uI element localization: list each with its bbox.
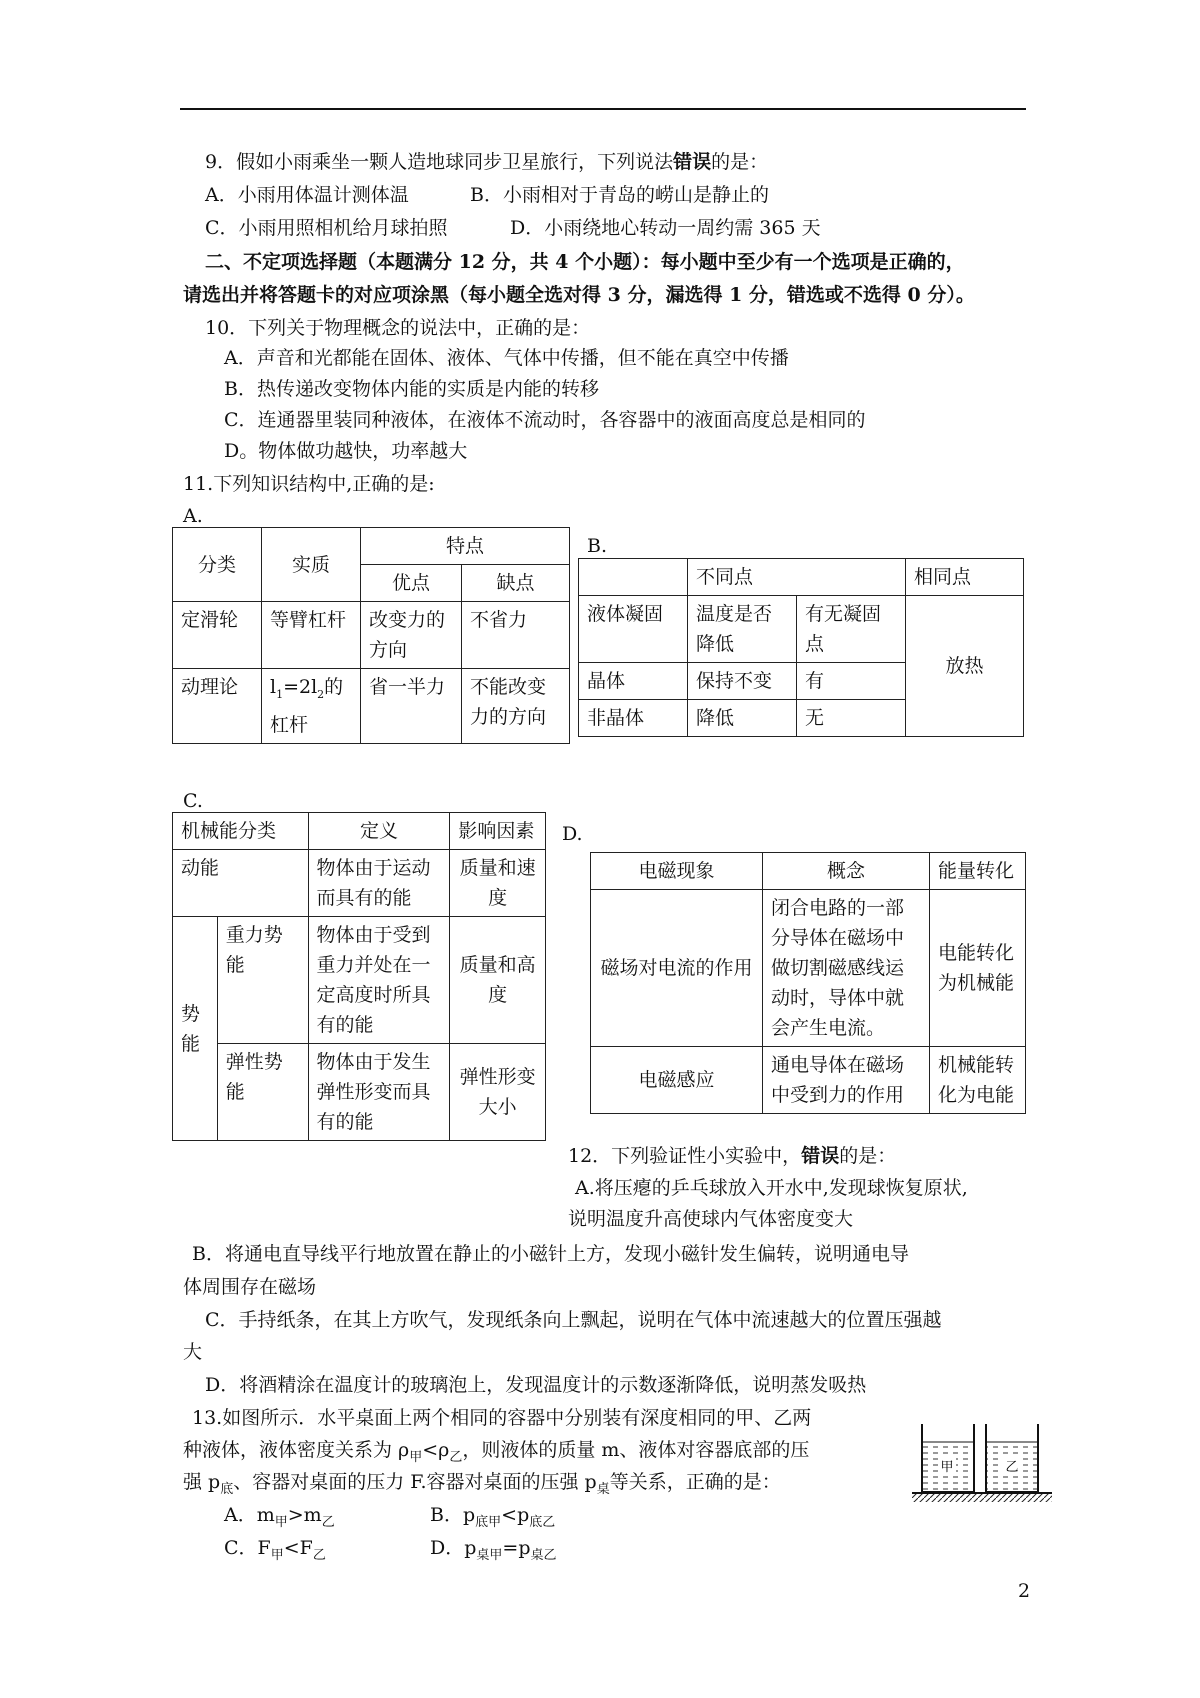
q13-a-part: >m: [287, 1504, 322, 1526]
q12-stem-pre: 12．下列验证性小实验中，: [568, 1145, 802, 1167]
table-d-cell: 电磁感应: [591, 1047, 763, 1114]
table-d-h-concept: 概念: [763, 853, 930, 890]
q13-line3-mid: 、容器对桌面的压力 F.容器对桌面的压强 p: [233, 1471, 597, 1493]
table-b-cell: 保持不变: [688, 663, 797, 700]
table-b-cell: 有无凝固点: [797, 596, 906, 663]
q13-c-part: C．F: [224, 1537, 271, 1559]
table-row: [173, 528, 570, 565]
formula-sub2: 2: [317, 687, 325, 701]
table-row: [173, 669, 570, 744]
q9-stem: [205, 148, 768, 176]
right-liquid-label: 乙: [1005, 1460, 1019, 1475]
left-liquid-label: 甲: [940, 1460, 954, 1475]
table-a-h-class: 分类: [173, 528, 262, 602]
q13-d-part: =p: [502, 1537, 531, 1559]
q13-a-sub: 乙: [321, 1514, 335, 1530]
table-c: [172, 812, 546, 1141]
table-b-h-diff: 不同点: [688, 559, 906, 596]
q12-stem: [568, 1142, 896, 1170]
table-b-cell: 有: [797, 663, 906, 700]
table-d-h-energy: 能量转化: [930, 853, 1026, 890]
table-a-cell-formula: [262, 669, 361, 744]
q13-b-sub: 底乙: [529, 1514, 556, 1530]
q10-option-a: A．声音和光都能在固体、液体、气体中传播，但不能在真空中传播: [224, 347, 789, 369]
q11-label-c: C.: [183, 790, 203, 812]
header-rule: [180, 108, 1026, 110]
table-b-cell: 晶体: [579, 663, 688, 700]
table-b-cell: 无: [797, 700, 906, 737]
q13-containers-figure: [912, 1420, 1054, 1508]
table-a-cell: 改变力的方向: [361, 602, 462, 669]
q11-stem: 11.下列知识结构中,正确的是:: [183, 473, 435, 495]
table-row: [173, 850, 546, 917]
q13-option-d: [430, 1534, 557, 1570]
table-c-h-class: 机械能分类: [173, 813, 309, 850]
table-a-cell: 省一半力: [361, 669, 462, 744]
table-row: [591, 853, 1026, 890]
q11-label-a: A.: [183, 505, 203, 527]
q13-line2-mid: <ρ: [422, 1439, 450, 1461]
table-b-h-same: 相同点: [906, 559, 1024, 596]
table-a-h-adv: 优点: [361, 565, 462, 602]
table-row: [579, 559, 1024, 596]
table-a-h-dis: 缺点: [462, 565, 570, 602]
table-d-h-phen: 电磁现象: [591, 853, 763, 890]
formula-post: 的杠杆: [270, 676, 344, 736]
q13-line2-sub1: 甲: [409, 1449, 423, 1465]
table-c-cell: 弹性势能: [217, 1044, 308, 1141]
q11-label-d: D.: [562, 823, 583, 845]
q13-line3-pre: 强 p: [183, 1471, 221, 1493]
q13-b-sub: 底甲: [475, 1514, 502, 1530]
q12-stem-post: 的是：: [839, 1145, 897, 1167]
section2-line1: 二、不定项选择题（本题满分 12 分，共 4 个小题）：每小题中至少有一个选项是正确的，: [205, 251, 965, 273]
q9-option-d: D．小雨绕地心转动一周约需 365 天: [510, 217, 821, 239]
table-b: [578, 558, 1024, 737]
table-c-cell: 物体由于受到重力并处在一定高度时所具有的能: [308, 917, 450, 1044]
table-row: [591, 890, 1026, 1047]
table-a-cell: 等臂杠杆: [262, 602, 361, 669]
table-b-cell: 降低: [688, 700, 797, 737]
table-b-empty: [579, 559, 688, 596]
q13-d-sub: 桌甲: [476, 1547, 503, 1563]
q13-line1: 13.如图所示．水平桌面上两个相同的容器中分别装有深度相同的甲、乙两: [192, 1407, 812, 1429]
table-c-cell: 质量和高度: [450, 917, 546, 1044]
table-b-cell: 液体凝固: [579, 596, 688, 663]
q12-option-c-line1: C．手持纸条，在其上方吹气，发现纸条向上飘起，说明在气体中流速越大的位置压强越: [205, 1309, 942, 1331]
q10-option-b: B．热传递改变物体内能的实质是内能的转移: [224, 378, 599, 400]
q13-c-sub: 乙: [312, 1547, 326, 1563]
q13-option-b: [430, 1501, 555, 1537]
table-d: [590, 852, 1026, 1114]
q13-a-part: A．m: [224, 1504, 275, 1526]
table-d-cell: 闭合电路的一部分导体在磁场中做切割磁感线运动时，导体中就会产生电流。: [763, 890, 930, 1047]
q10-stem: 10．下列关于物理概念的说法中，正确的是：: [205, 317, 591, 339]
table-row: [173, 602, 570, 669]
q9-stem-pre: 9．假如小雨乘坐一颗人造地球同步卫星旅行，下列说法: [205, 151, 674, 173]
table-d-cell: 电能转化为机械能: [930, 890, 1026, 1047]
q9-stem-bold: 错误: [673, 151, 712, 173]
q13-b-part: <p: [501, 1504, 530, 1526]
q12-option-d: D．将酒精涂在温度计的玻璃泡上，发现温度计的示数逐渐降低，说明蒸发吸热: [205, 1374, 867, 1396]
table-row: [173, 813, 546, 850]
table-hatch: [912, 1494, 1052, 1502]
q13-d-sub: 桌乙: [530, 1547, 557, 1563]
table-a: [172, 527, 570, 744]
table-c-cell: 弹性形变大小: [450, 1044, 546, 1141]
table-row: [173, 1044, 546, 1141]
table-c-h-def: 定义: [308, 813, 450, 850]
q11-label-b: B.: [587, 535, 608, 557]
table-c-cell: 物体由于发生弹性形变而具有的能: [308, 1044, 450, 1141]
q12-option-a-line1: A.将压瘪的乒乓球放入开水中,发现球恢复原状,: [575, 1177, 968, 1199]
table-c-cell: 重力势能: [217, 917, 308, 1044]
table-c-cell: 动能: [173, 850, 309, 917]
q12-option-a-line2: 说明温度升高使球内气体密度变大: [568, 1208, 854, 1230]
table-row: [173, 917, 546, 1044]
formula-mid: =2l: [283, 676, 318, 698]
table-c-h-factor: 影响因素: [450, 813, 546, 850]
table-a-cell: 动理论: [173, 669, 262, 744]
q13-line2-pre: 种液体，液体密度关系为 ρ: [183, 1439, 410, 1461]
table-b-cell: 非晶体: [579, 700, 688, 737]
table-d-cell: 磁场对电流的作用: [591, 890, 763, 1047]
q13-line3-sub1: 底: [220, 1481, 234, 1497]
q12-stem-bold: 错误: [801, 1145, 840, 1167]
table-row: [591, 1047, 1026, 1114]
q13-line3-post: 等关系，正确的是：: [609, 1471, 781, 1493]
table-a-h-feature: 特点: [361, 528, 570, 565]
q9-option-a: A．小雨用体温计测体温: [205, 184, 409, 206]
table-c-potential: 势能: [173, 917, 218, 1141]
q13-c-part: <F: [283, 1537, 313, 1559]
table-a-cell: 定滑轮: [173, 602, 262, 669]
q13-line2-sub2: 乙: [449, 1449, 463, 1465]
table-a-cell: 不能改变力的方向: [462, 669, 570, 744]
formula-l: l: [270, 676, 277, 698]
q12-option-b-line2: 体周围存在磁场: [183, 1276, 317, 1298]
q13-line2-post: ，则液体的质量 m、液体对容器底部的压: [462, 1439, 810, 1461]
q13-option-a: [224, 1501, 335, 1537]
q10-option-c: C．连通器里装同种液体，在液体不流动时，各容器中的液面高度总是相同的: [224, 409, 866, 431]
table-row: [579, 596, 1024, 663]
q13-option-c: [224, 1534, 326, 1570]
q13-line3-sub2: 桌: [596, 1481, 610, 1497]
table-d-cell: 通电导体在磁场中受到力的作用: [763, 1047, 930, 1114]
table-c-cell: 质量和速度: [450, 850, 546, 917]
table-d-cell: 机械能转化为电能: [930, 1047, 1026, 1114]
table-a-h-essence: 实质: [262, 528, 361, 602]
q13-c-sub: 甲: [270, 1547, 284, 1563]
section2-line2: 请选出并将答题卡的对应项涂黑（每小题全选对得 3 分，漏选得 1 分，错选或不选得 0 分）。: [183, 284, 975, 306]
q10-option-d: D。物体做功越快，功率越大: [224, 440, 468, 462]
q13-line3: [183, 1468, 781, 1504]
q12-option-b-line1: B．将通电直导线平行地放置在静止的小磁针上方，发现小磁针发生偏转，说明通电导: [192, 1243, 909, 1265]
q13-a-sub: 甲: [274, 1514, 288, 1530]
q9-stem-post: 的是：: [711, 151, 769, 173]
q12-option-c-line2: 大: [183, 1341, 203, 1363]
q9-option-c: C．小雨用照相机给月球拍照: [205, 217, 448, 239]
q13-b-part: B．p: [430, 1504, 476, 1526]
table-b-cell: 温度是否降低: [688, 596, 797, 663]
formula-sub1: 1: [276, 687, 284, 701]
table-b-same-value: 放热: [906, 596, 1024, 737]
page-number: 2: [1018, 1580, 1031, 1602]
q9-option-b: B．小雨相对于青岛的崂山是静止的: [470, 184, 769, 206]
table-c-cell: 物体由于运动而具有的能: [308, 850, 450, 917]
table-a-cell: 不省力: [462, 602, 570, 669]
q13-d-part: D．p: [430, 1537, 477, 1559]
q13-line2: [183, 1436, 809, 1472]
